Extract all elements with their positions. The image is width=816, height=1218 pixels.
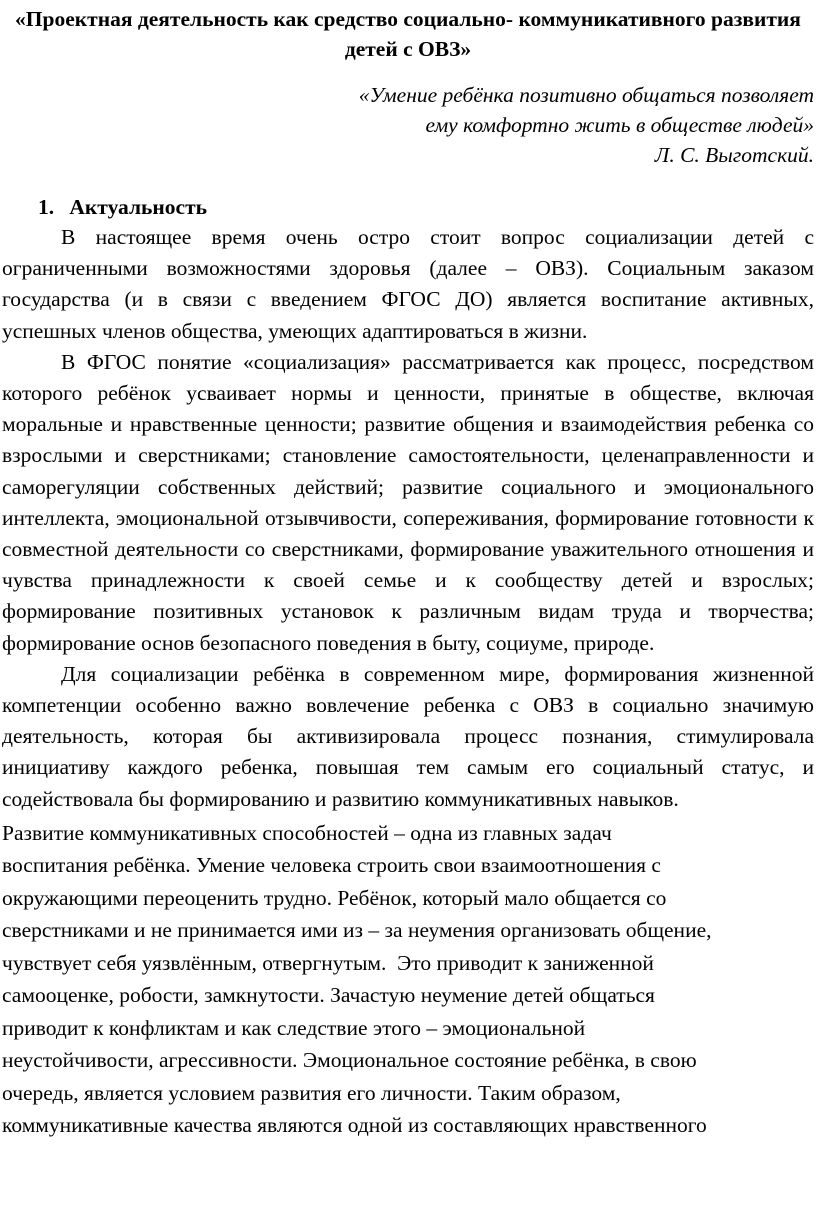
paragraph-4 <box>2 817 814 1142</box>
section-heading <box>2 192 814 222</box>
paragraph-4-line: коммуникативные качества являются одной из составляющих нравственного <box>2 1113 707 1138</box>
document-title: «Проектная деятельность как средство социально- коммуникативного развития детей с ОВЗ» <box>15 7 801 61</box>
epigraph-line-2: ему комфортно жить в обществе людей» <box>425 113 814 137</box>
section-title: Актуальность <box>69 195 208 219</box>
epigraph-author: Л. С. Выготский. <box>654 143 814 167</box>
paragraph-4-line: воспитания ребёнка. Умение человека строить свои взаимоотношения с <box>2 853 661 878</box>
paragraph-2: В ФГОС понятие «социализация» рассматривается как процесс, посредством которого ребёнок усваивает нормы и ценности, принятые в обществе, включая моральные и нравственные ценности; развитие общения и взаимодействия ребенка со взрослыми и сверстниками; становление самостоятельности, целенаправленности и саморегуляции собственных действий; развитие социального и эмоционального интеллекта, эмоциональной отзывчивости, сопереживания, формирование готовности к совместной деятельности со сверстниками, формирование уважительного отношения и чувства принадлежности к своей семье и к сообществу детей и взрослых; формирование позитивных установок к различным видам труда и творчества; формирование основ безопасного поведения в быту, социуме, природе. <box>2 349 814 655</box>
paragraph-4-line: Развитие коммуникативных способностей – одна из главных задач <box>2 820 612 845</box>
paragraph-4-line: очередь, является условием развития его личности. Таким образом, <box>2 1080 621 1105</box>
paragraph-4-line: окружающими переоценить трудно. Ребёнок, который мало общается со <box>2 885 667 910</box>
paragraph-1: В настоящее время очень остро стоит вопрос социализации детей с ограниченными возможностями здоровья (далее – ОВЗ). Социальным заказом государства (и в связи с введением ФГОС ДО) является воспитание активных, успешных членов общества, умеющих адаптироваться в жизни. <box>2 225 814 343</box>
section-number: 1. <box>38 195 55 219</box>
epigraph-line-1: «Умение ребёнка позитивно общаться позволяет <box>358 83 814 107</box>
paragraph-4-line: приводит к конфликтам и как следствие этого – эмоциональной <box>2 1015 586 1040</box>
paragraph-4-line: чувствует себя уязвлённым, отвергнутым. Это приводит к заниженной <box>2 950 654 975</box>
epigraph <box>2 80 814 170</box>
paragraph-4-line: неустойчивости, агрессивности. Эмоциональное состояние ребёнка, в свою <box>2 1048 697 1073</box>
paragraph-4-line: сверстниками и не принимается ими из – за неумения организовать общение, <box>2 918 712 943</box>
paragraph-3: Для социализации ребёнка в современном мире, формирования жизненной компетенции особенно важно вовлечение ребенка с ОВЗ в социально значимую деятельность, которая бы активизировала процесс познания, стимулировала инициативу каждого ребенка, повышая тем самым его социальный статус, и содействовала бы формированию и развитию коммуникативных навыков. <box>2 661 814 811</box>
paragraph-4-line: самооценке, робости, замкнутости. Зачастую неумение детей общаться <box>2 983 655 1008</box>
